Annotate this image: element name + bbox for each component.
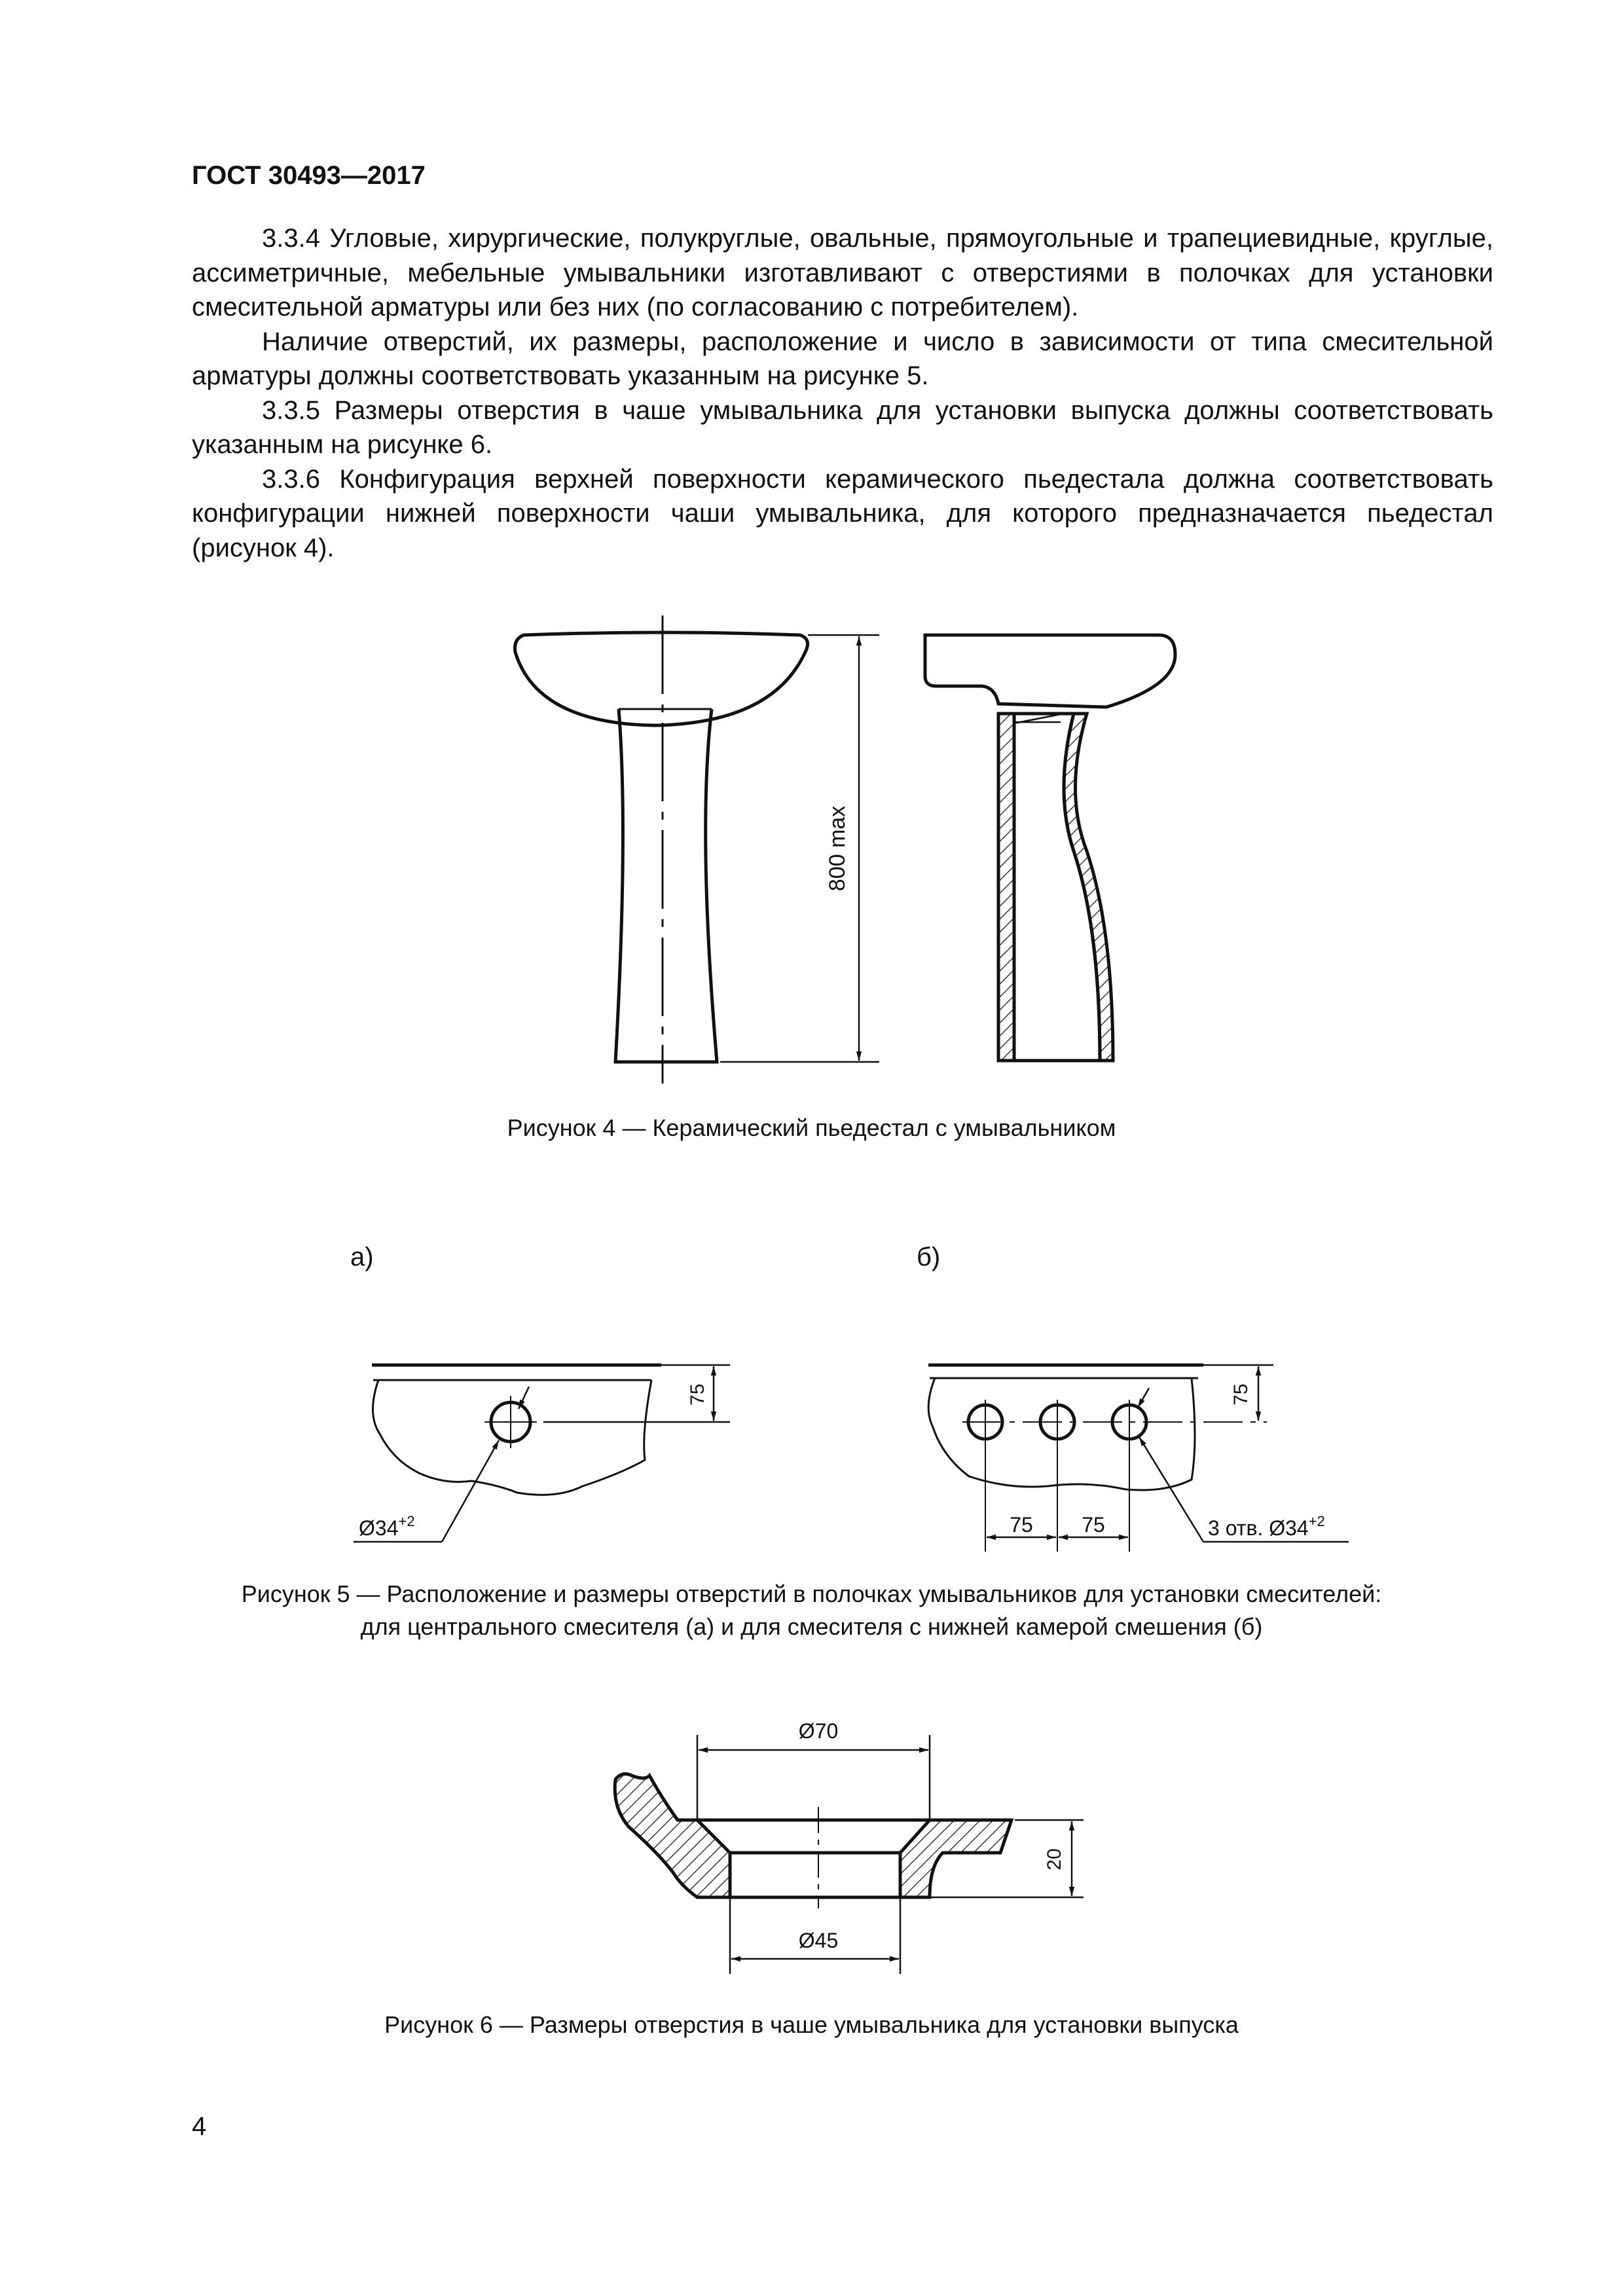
figure-4-caption: Рисунок 4 — Керамический пьедестал с умывальником: [507, 1114, 1116, 1141]
figure-6-height-dim: 20: [1044, 1848, 1065, 1870]
paragraph-holes: Наличие отверстий, их размеры, расположение и число в зависимости от типа смесительной арматуры должны соответствовать указанным на рисунке 5.: [192, 327, 1493, 390]
figure-6-bottom-diameter: Ø45: [798, 1929, 839, 1952]
figure-5-caption-line-2: для центрального смесителя (а) и для смесителя с нижней камерой смешения (б): [360, 1613, 1263, 1640]
figure-6-outlet: [0, 1689, 1623, 2003]
figure-5b-hole-dim: [1208, 1513, 1325, 1540]
figure-5b-hole-value: 3 отв. Ø34: [1208, 1516, 1309, 1540]
figure-5b-spacing-2: 75: [1082, 1513, 1105, 1537]
figure-5b-spacing-1: 75: [1010, 1513, 1033, 1537]
figure-6-top-diameter: Ø70: [798, 1719, 839, 1743]
figure-5b-label: б): [917, 1243, 941, 1271]
figure-5-caption-line-1: Рисунок 5 — Расположение и размеры отверстий в полочках умывальников для установки смесителей:: [241, 1580, 1382, 1607]
figure-5a-hole-tolerance: +2: [398, 1513, 415, 1529]
page-header: ГОСТ 30493—2017: [192, 161, 426, 190]
body-text: [192, 221, 1493, 565]
figure-5b-height-dim: 75: [1230, 1383, 1252, 1406]
height-dimension-label: 800 max: [825, 805, 850, 892]
figure-5a-hole-value: Ø34: [359, 1516, 399, 1540]
figure-5a-height-dim: 75: [687, 1383, 708, 1406]
side-view: [925, 635, 1175, 1061]
figure-5b-hole-tolerance: +2: [1308, 1513, 1325, 1529]
figure-5-caption: [0, 1578, 1623, 1643]
figure-6-drawing: [615, 1735, 1084, 1974]
paragraph-3-3-5: 3.3.5 Размеры отверстия в чаше умывальника для установки выпуска должны соответствовать указанным на рисунке 6.: [192, 395, 1493, 459]
figure-6-caption: Рисунок 6 — Размеры отверстия в чаше умывальника для установки выпуска: [384, 2011, 1239, 2038]
figure-4-pedestal: [0, 589, 1623, 1100]
figure-5a-hole-dim: [359, 1513, 415, 1540]
figure-5a-label: а): [350, 1243, 374, 1271]
paragraph-3-3-6: 3.3.6 Конфигурация верхней поверхности керамического пьедестала должна соответствовать конфигурации нижней поверхности чаши умывальника, для которого предназначается пьедестал (рисунок 4).: [192, 464, 1493, 562]
paragraph-3-3-4: 3.3.4 Угловые, хирургические, полукруглые, овальные, прямоугольные и трапециевидные, круглые, ассиметричные, мебельные умывальники изготавливают с отверстиями в полочках для установки смесительной арматуры или без них (по согласованию с потребителем).: [192, 224, 1493, 321]
figure-5-holes: [0, 1231, 1623, 1558]
page-number: 4: [192, 2112, 207, 2141]
